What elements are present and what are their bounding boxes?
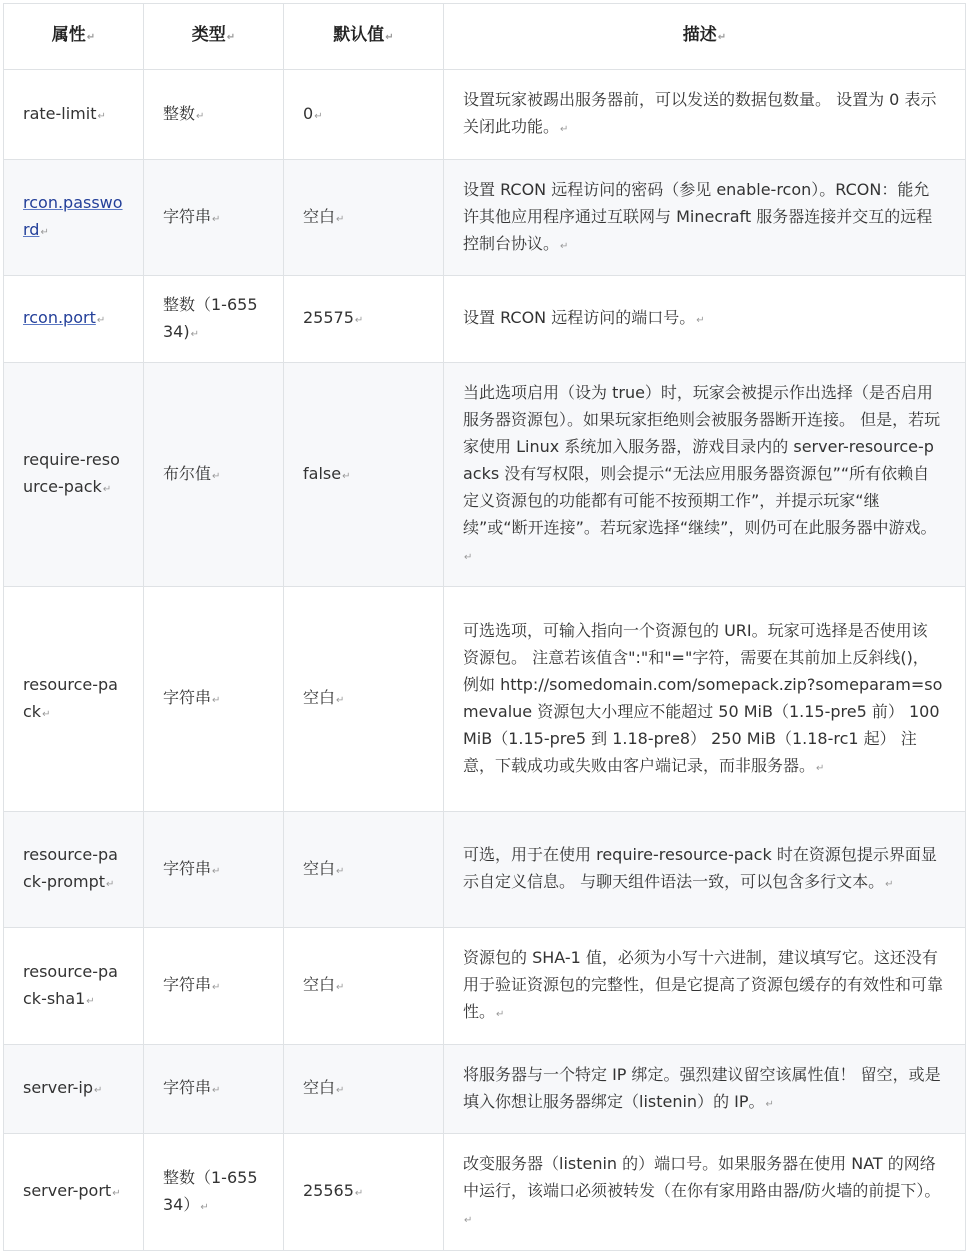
header-default: 默认值↵ — [284, 4, 444, 70]
cell-type: 字符串↵ — [144, 928, 284, 1045]
table-row — [4, 928, 966, 1045]
cell-property[interactable]: rcon.port↵ — [4, 276, 144, 363]
cell-description: 设置 RCON 远程访问的端口号。↵ — [444, 276, 966, 363]
cell-type: 字符串↵ — [144, 812, 284, 928]
properties-table — [3, 3, 966, 1251]
cell-property: server-port↵ — [4, 1134, 144, 1251]
cell-default: false↵ — [284, 363, 444, 587]
cell-description: 资源包的 SHA-1 值，必须为小写十六进制，建议填写它。这还没有用于验证资源包的完整性，但是它提高了资源包缓存的有效性和可靠性。↵ — [444, 928, 966, 1045]
table-row — [4, 70, 966, 160]
cell-default: 空白↵ — [284, 160, 444, 276]
cell-default: 空白↵ — [284, 1045, 444, 1134]
header-type: 类型↵ — [144, 4, 284, 70]
cell-type: 字符串↵ — [144, 1045, 284, 1134]
table-row — [4, 587, 966, 812]
cell-description: 可选选项，可输入指向一个资源包的 URI。玩家可选择是否使用该资源包。 注意若该值含":"和"="字符，需要在其前加上反斜线()，例如 http://somedomain.com/somepack.zip?someparam=somevalue 资源包大小理应不能超过 50 MiB（1.15-pre5 前） 100 MiB（1.15-pre5 到 1.18-pre8） 250 MiB（1.18-rc1 起） 注意，下载成功或失败由客户端记录，而非服务器。↵ — [444, 587, 966, 812]
table-row — [4, 812, 966, 928]
cell-type: 整数↵ — [144, 70, 284, 160]
table-row — [4, 276, 966, 363]
table-row — [4, 1134, 966, 1251]
table-header-row — [4, 4, 966, 70]
cell-property: resource-pack-sha1↵ — [4, 928, 144, 1045]
cell-description: 当此选项启用（设为 true）时，玩家会被提示作出选择（是否启用服务器资源包）。如果玩家拒绝则会被服务器断开连接。 但是，若玩家使用 Linux 系统加入服务器，游戏目录内的 server-resource-packs 没有写权限，则会提示“无法应用服务器资源包”“所有依赖自定义资源包的功能都有可能不按预期工作”，并提示玩家“继续”或“断开连接”。若玩家选择“继续”，则仍可在此服务器中游戏。↵ — [444, 363, 966, 587]
cell-default: 空白↵ — [284, 812, 444, 928]
table-row — [4, 1045, 966, 1134]
cell-default: 25575↵ — [284, 276, 444, 363]
cell-property: resource-pack-prompt↵ — [4, 812, 144, 928]
cell-property: resource-pack↵ — [4, 587, 144, 812]
cell-property[interactable]: rcon.password↵ — [4, 160, 144, 276]
property-link[interactable]: rcon.port — [23, 308, 96, 327]
cell-property: require-resource-pack↵ — [4, 363, 144, 587]
cell-type: 整数（1-65534）↵ — [144, 1134, 284, 1251]
cell-default: 空白↵ — [284, 587, 444, 812]
cell-type: 布尔值↵ — [144, 363, 284, 587]
cell-description: 改变服务器（listenin 的）端口号。如果服务器在使用 NAT 的网络中运行，该端口必须被转发（在你有家用路由器/防火墙的前提下）。↵ — [444, 1134, 966, 1251]
header-description: 描述↵ — [444, 4, 966, 70]
property-link[interactable]: rcon.password — [23, 193, 123, 239]
cell-type: 字符串↵ — [144, 160, 284, 276]
cell-default: 0↵ — [284, 70, 444, 160]
cell-default: 25565↵ — [284, 1134, 444, 1251]
header-property: 属性↵ — [4, 4, 144, 70]
cell-property: server-ip↵ — [4, 1045, 144, 1134]
cell-type: 字符串↵ — [144, 587, 284, 812]
table-row — [4, 160, 966, 276]
cell-description: 设置玩家被踢出服务器前，可以发送的数据包数量。 设置为 0 表示关闭此功能。↵ — [444, 70, 966, 160]
cell-description: 将服务器与一个特定 IP 绑定。强烈建议留空该属性值！ 留空，或是填入你想让服务器绑定（listenin）的 IP。↵ — [444, 1045, 966, 1134]
table-row — [4, 363, 966, 587]
cell-default: 空白↵ — [284, 928, 444, 1045]
cell-description: 设置 RCON 远程访问的密码（参见 enable-rcon）。RCON：能允许其他应用程序通过互联网与 Minecraft 服务器连接并交互的远程控制台协议。↵ — [444, 160, 966, 276]
cell-description: 可选，用于在使用 require-resource-pack 时在资源包提示界面显示自定义信息。 与聊天组件语法一致，可以包含多行文本。↵ — [444, 812, 966, 928]
cell-type: 整数（1-65534)↵ — [144, 276, 284, 363]
cell-property: rate-limit↵ — [4, 70, 144, 160]
